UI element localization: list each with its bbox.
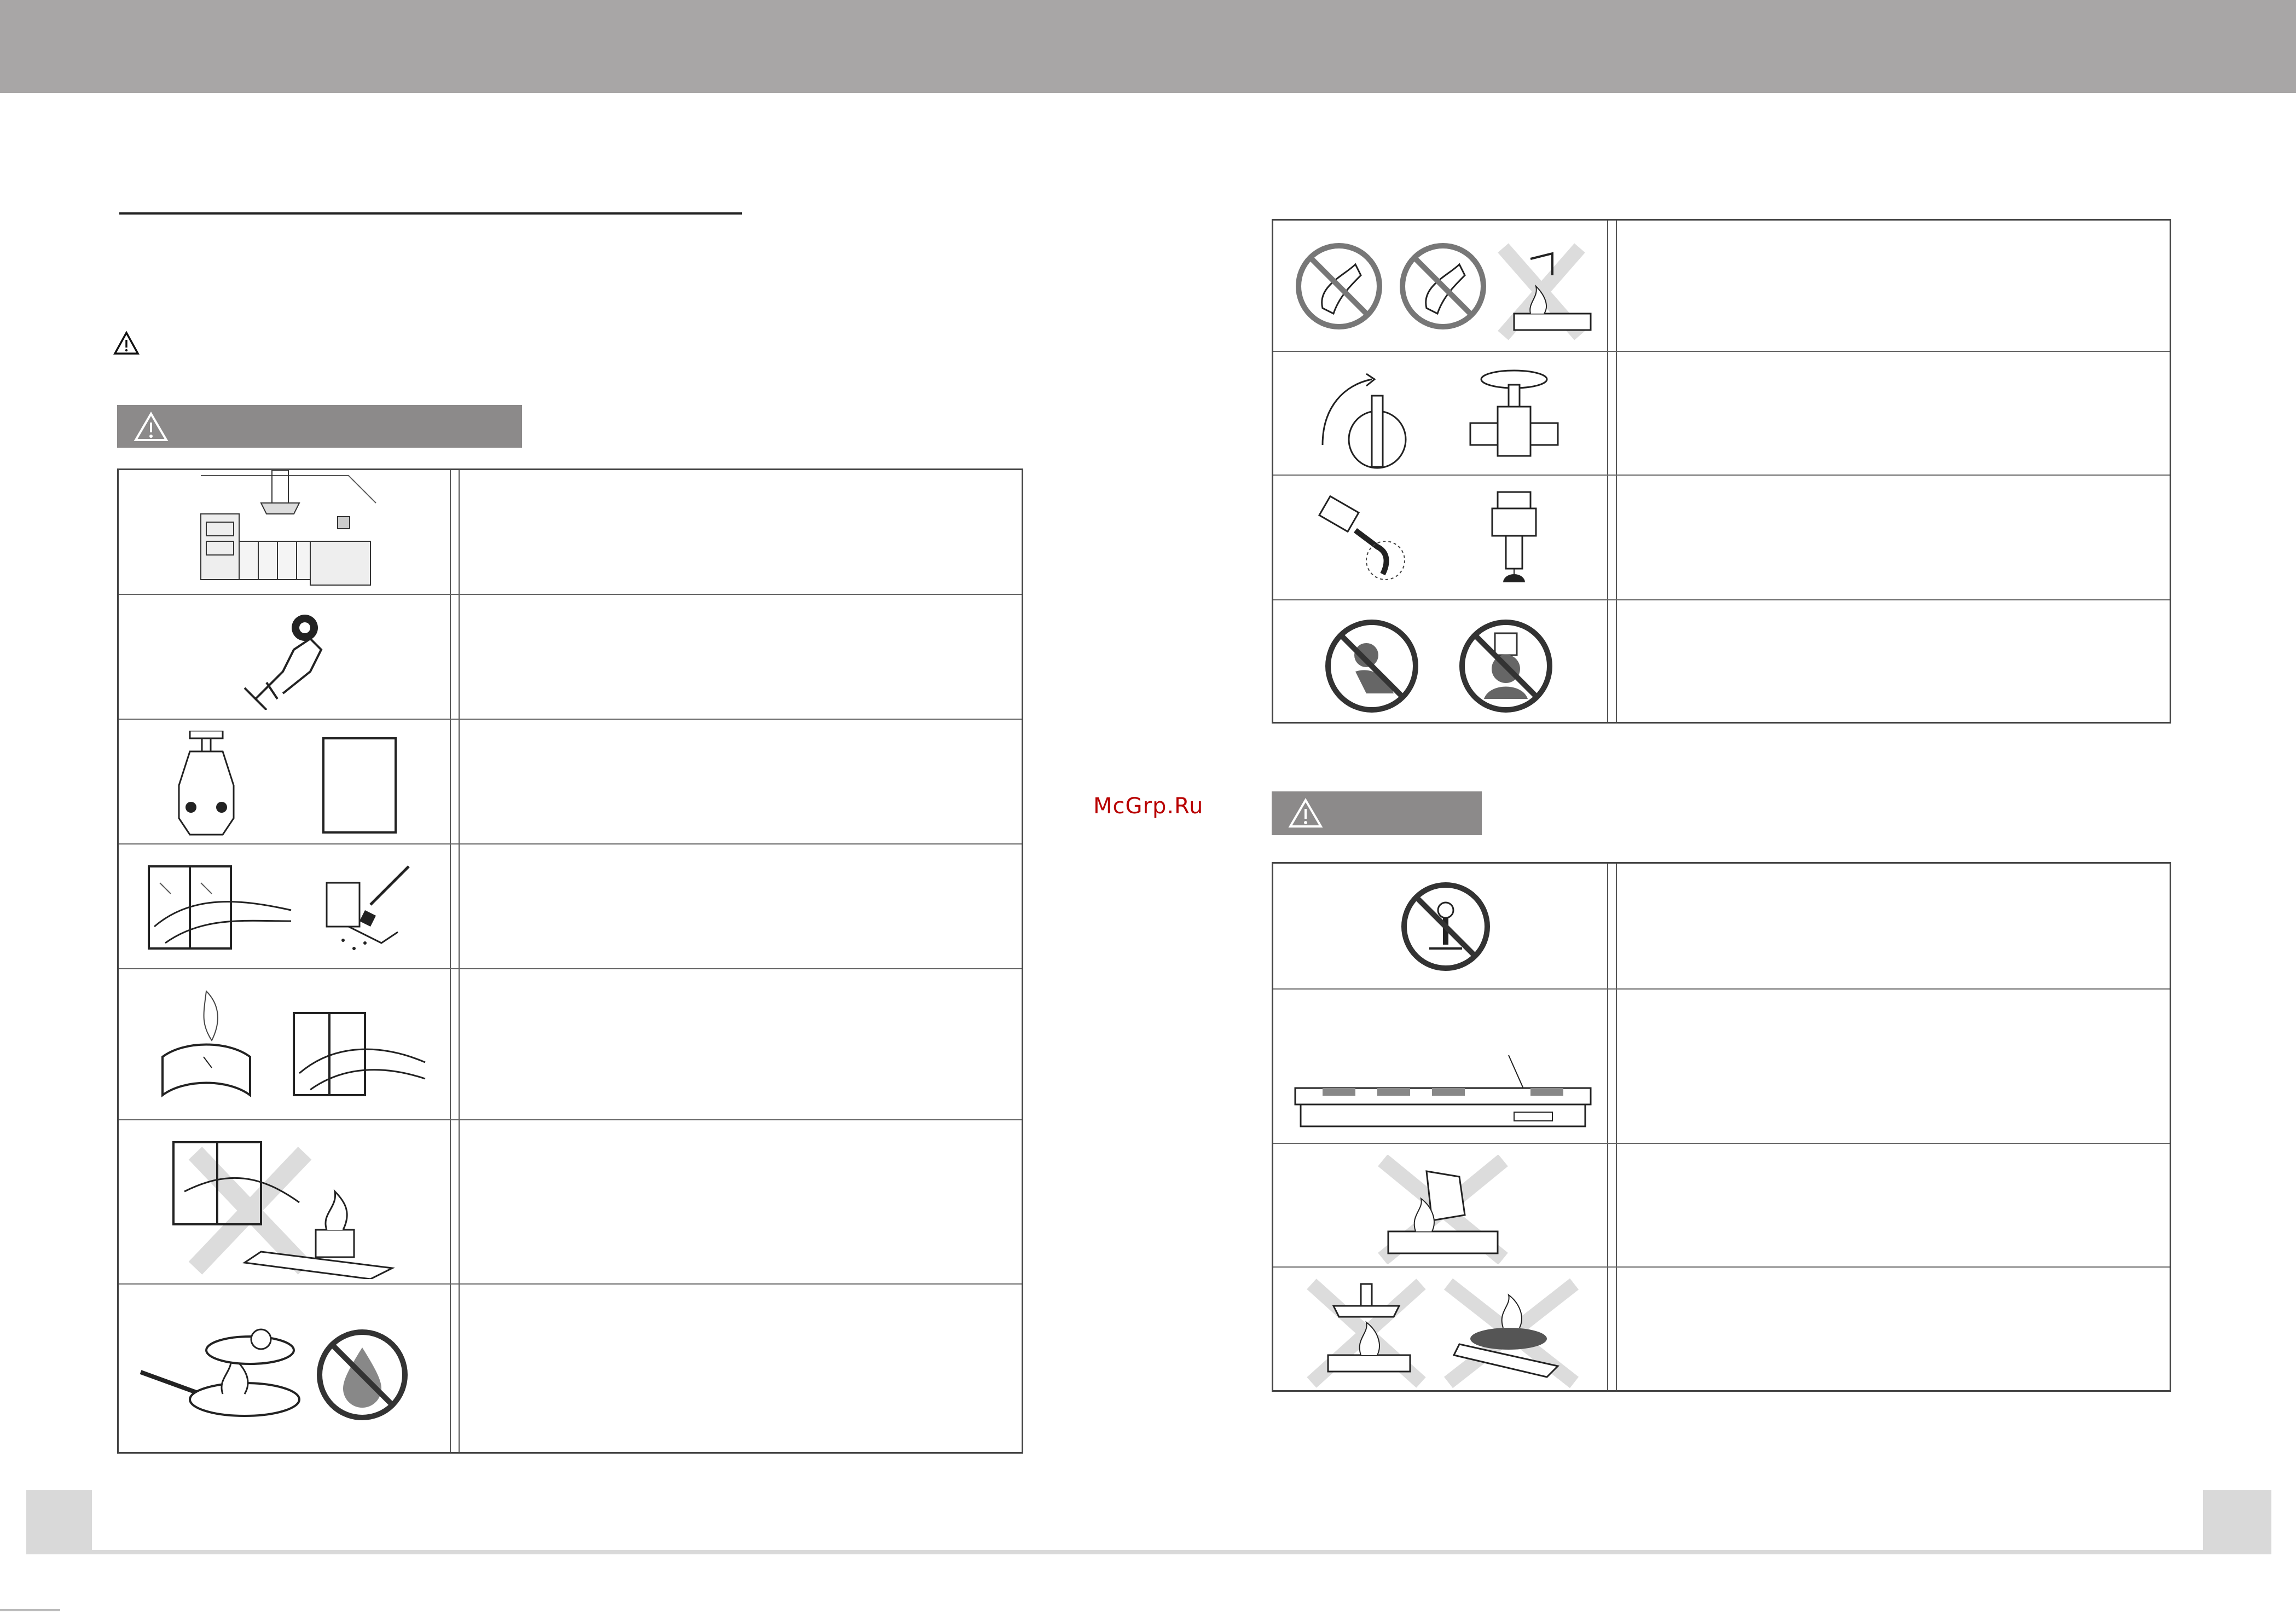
- heading-underline: [119, 212, 742, 215]
- kitchen-illustration-icon: [190, 470, 387, 591]
- table-row: [1273, 1266, 2170, 1395]
- table-row: [1273, 475, 2170, 600]
- nozzle-connector-icon: [1470, 487, 1558, 596]
- table-row: [119, 470, 1022, 594]
- no-hose-damage-icon: [1295, 242, 1602, 341]
- warning-banner-left: [117, 405, 522, 448]
- hob-label-icon: [1290, 1055, 1596, 1137]
- knob-turn-icon: [1312, 363, 1421, 472]
- table-row: [119, 594, 1022, 720]
- no-unsupervised-icon: [1457, 617, 1555, 715]
- prohibited-ventilation-fire-icon: [163, 1131, 414, 1279]
- pan-lid-fire-icon: [135, 1317, 310, 1427]
- hand-wrench-icon: [234, 606, 343, 710]
- warning-triangle-icon: [134, 412, 169, 442]
- window-ventilation-icon: [143, 861, 297, 959]
- no-children-icon: [1323, 617, 1421, 715]
- table-row: [1273, 1143, 2170, 1268]
- gas-valve-icon: [1459, 363, 1569, 472]
- warning-banner-right: [1272, 791, 1482, 835]
- header-bar: [0, 0, 2296, 93]
- table-row: [1273, 988, 2170, 1144]
- gas-regulator-icon: [157, 731, 256, 840]
- table-row: [1273, 221, 2170, 351]
- brush-icon: [316, 861, 414, 959]
- no-oversize-pan-icon: [1437, 1279, 1585, 1388]
- safety-table-right-top: [1272, 219, 2171, 724]
- table-row: [119, 1119, 1022, 1285]
- table-row: [1273, 599, 2170, 726]
- warning-triangle-icon: [1288, 798, 1323, 829]
- table-row: [1273, 864, 2170, 988]
- footer-line: [92, 1550, 2203, 1554]
- window-ventilation-icon: [288, 1008, 431, 1117]
- safety-table-left: [117, 468, 1023, 1454]
- no-water-icon: [316, 1328, 409, 1421]
- safety-table-right-bottom: [1272, 862, 2171, 1392]
- table-row: [119, 719, 1022, 844]
- no-covering-fire-icon: [1372, 1155, 1514, 1264]
- warning-triangle-icon: [113, 331, 140, 356]
- page-number-box-right: [2203, 1490, 2271, 1554]
- table-row: [119, 968, 1022, 1120]
- bottom-edge-mark: [0, 1609, 60, 1611]
- table-row: [1273, 351, 2170, 476]
- leaking-pipe-icon: [152, 980, 261, 1101]
- no-hood-fire-icon: [1301, 1279, 1443, 1388]
- hose-connector-icon: [1317, 487, 1427, 596]
- no-disassembly-icon: [1399, 880, 1492, 973]
- watermark: McGrp.Ru: [1093, 794, 1204, 819]
- page-number-box-left: [26, 1490, 92, 1554]
- document-sheet-icon: [321, 736, 398, 835]
- table-row: [119, 843, 1022, 969]
- table-row: [119, 1283, 1022, 1456]
